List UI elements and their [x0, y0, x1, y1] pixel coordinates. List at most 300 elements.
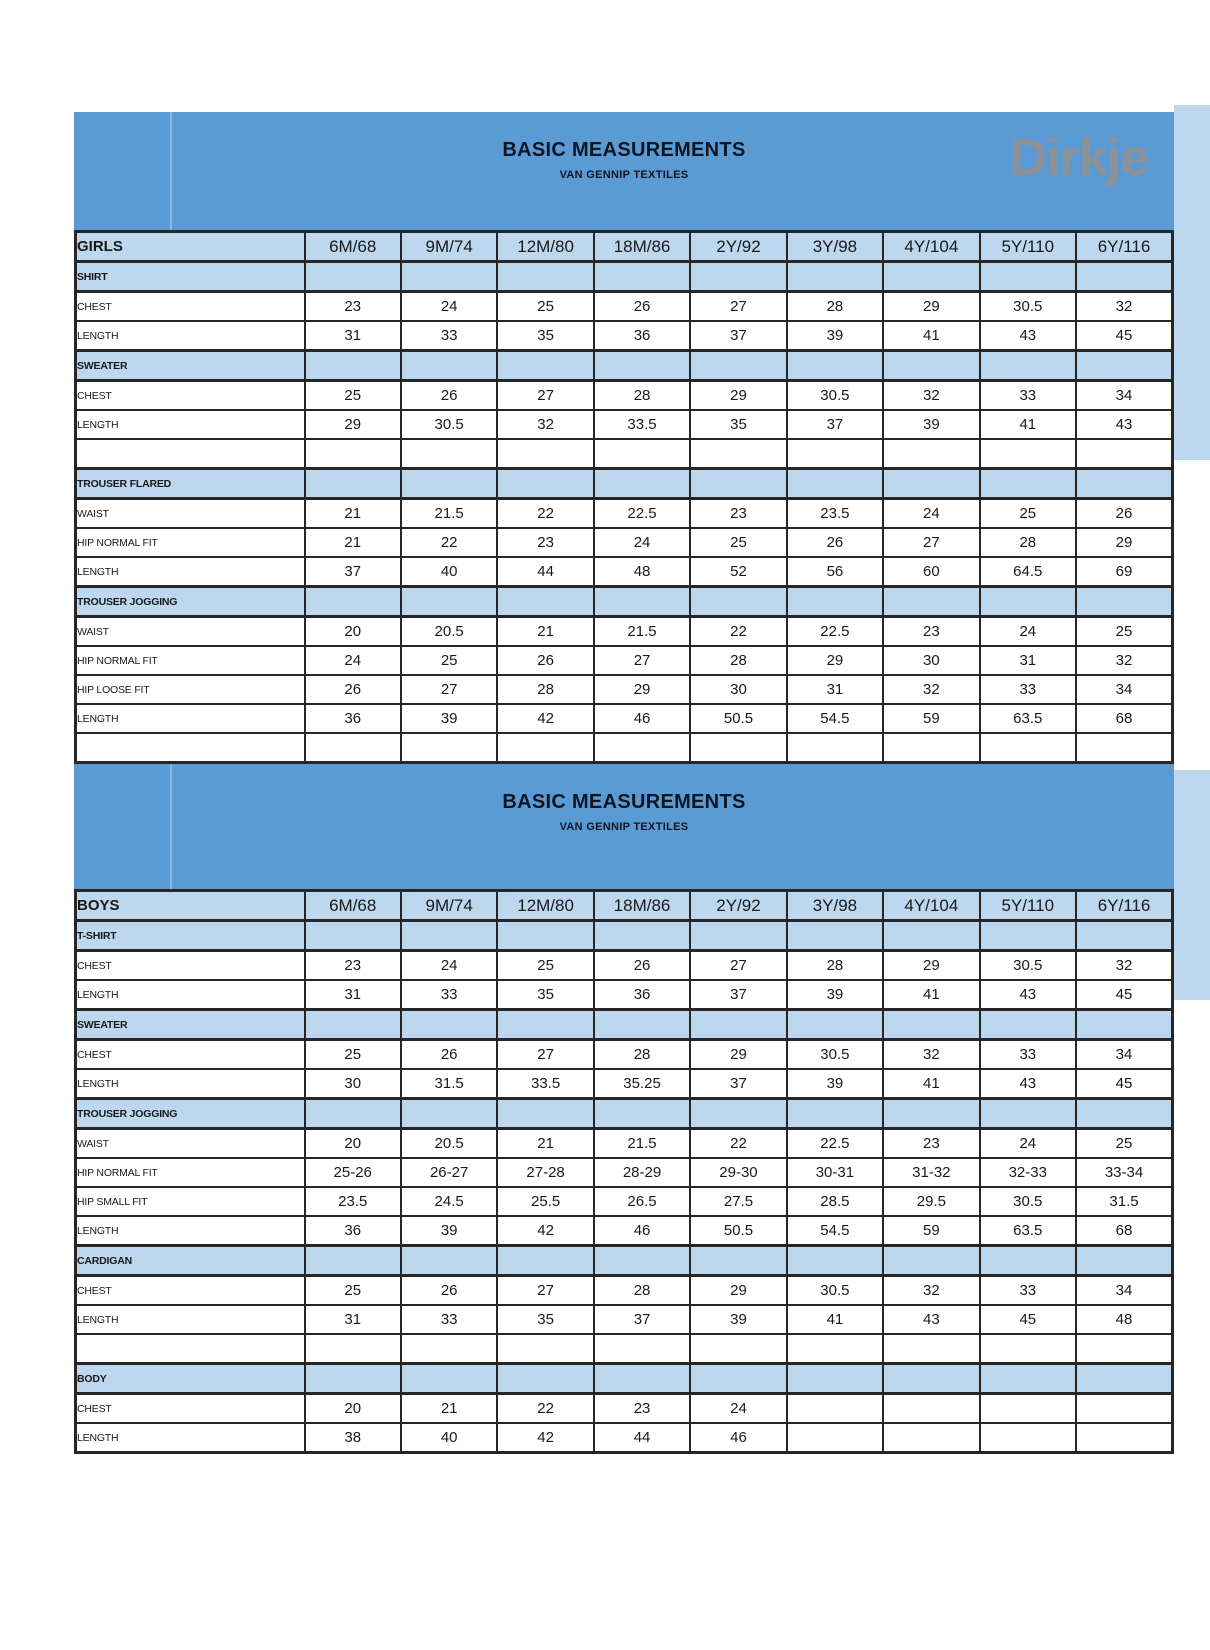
value-cell: 27 [497, 1040, 593, 1070]
value-cell: 30.5 [787, 1276, 883, 1306]
value-cell: 30.5 [980, 1187, 1076, 1216]
value-cell: 42 [497, 704, 593, 733]
section-row [76, 1246, 1173, 1276]
value-cell: 27 [883, 528, 979, 557]
section-empty-cell [497, 1010, 593, 1040]
right-margin-highlight-middle [1174, 770, 1210, 1000]
value-cell: 30.5 [980, 292, 1076, 322]
value-cell: 42 [497, 1423, 593, 1453]
value-cell: 33-34 [1076, 1158, 1173, 1187]
value-cell [1076, 1394, 1173, 1424]
row-label-cell: WAIST [76, 617, 305, 647]
size-header-cell: 5Y/110 [980, 232, 1076, 262]
value-cell: 30 [883, 646, 979, 675]
value-cell: 26 [1076, 499, 1173, 529]
value-cell: 36 [305, 1216, 401, 1246]
value-cell: 29-30 [690, 1158, 786, 1187]
value-cell: 26 [401, 1040, 497, 1070]
value-cell: 29 [305, 410, 401, 439]
section-label-cell: SHIRT [76, 262, 305, 292]
section-empty-cell [401, 587, 497, 617]
value-cell: 34 [1076, 1276, 1173, 1306]
size-header-cell: 9M/74 [401, 891, 497, 921]
value-cell: 24.5 [401, 1187, 497, 1216]
value-cell: 69 [1076, 557, 1173, 587]
section-empty-cell [980, 469, 1076, 499]
boys-size-table [74, 889, 1174, 1454]
section-empty-cell [787, 351, 883, 381]
value-cell: 59 [883, 1216, 979, 1246]
empty-row [76, 439, 1173, 469]
measurement-row [76, 1305, 1173, 1334]
value-cell: 26 [401, 1276, 497, 1306]
value-cell: 27 [690, 951, 786, 981]
value-cell: 24 [690, 1394, 786, 1424]
section-empty-cell [1076, 1246, 1173, 1276]
empty-cell [980, 733, 1076, 763]
measurement-row [76, 617, 1173, 647]
section-empty-cell [883, 1099, 979, 1129]
value-cell: 34 [1076, 381, 1173, 411]
measurement-row [76, 1187, 1173, 1216]
measurement-row [76, 321, 1173, 351]
value-cell: 52 [690, 557, 786, 587]
value-cell: 29 [1076, 528, 1173, 557]
measurement-row [76, 1069, 1173, 1099]
measurement-row [76, 1129, 1173, 1159]
measurement-row [76, 499, 1173, 529]
value-cell: 33 [401, 980, 497, 1010]
measurement-row [76, 704, 1173, 733]
size-header-cell: 3Y/98 [787, 891, 883, 921]
empty-cell [594, 1334, 690, 1364]
section-empty-cell [594, 262, 690, 292]
value-cell: 50.5 [690, 1216, 786, 1246]
value-cell: 21 [497, 617, 593, 647]
value-cell: 25 [497, 292, 593, 322]
empty-cell [1076, 733, 1173, 763]
value-cell: 35 [497, 321, 593, 351]
value-cell: 32 [1076, 951, 1173, 981]
spreadsheet-area [74, 112, 1174, 1454]
section-label-cell: SWEATER [76, 1010, 305, 1040]
measurement-row [76, 951, 1173, 981]
empty-cell [1076, 439, 1173, 469]
section-empty-cell [305, 351, 401, 381]
value-cell: 31 [305, 321, 401, 351]
section-empty-cell [980, 1364, 1076, 1394]
section-empty-cell [305, 921, 401, 951]
empty-cell [980, 1334, 1076, 1364]
value-cell: 39 [787, 321, 883, 351]
section-row [76, 262, 1173, 292]
section-empty-cell [401, 469, 497, 499]
value-cell: 44 [497, 557, 593, 587]
value-cell: 60 [883, 557, 979, 587]
value-cell: 28-29 [594, 1158, 690, 1187]
value-cell: 35 [690, 410, 786, 439]
value-cell: 23.5 [305, 1187, 401, 1216]
section-empty-cell [401, 351, 497, 381]
value-cell: 31 [305, 980, 401, 1010]
value-cell: 64.5 [980, 557, 1076, 587]
banner-subtitle: VAN GENNIP TEXTILES [559, 821, 689, 833]
section-empty-cell [1076, 351, 1173, 381]
section-empty-cell [787, 262, 883, 292]
section-empty-cell [594, 1246, 690, 1276]
value-cell: 29.5 [883, 1187, 979, 1216]
section-empty-cell [305, 262, 401, 292]
section-empty-cell [401, 262, 497, 292]
value-cell [787, 1423, 883, 1453]
row-label-cell: CHEST [76, 1276, 305, 1306]
section-empty-cell [305, 469, 401, 499]
value-cell: 29 [690, 1040, 786, 1070]
value-cell: 41 [883, 980, 979, 1010]
empty-row [76, 1334, 1173, 1364]
size-header-row [76, 232, 1173, 262]
value-cell: 43 [980, 321, 1076, 351]
value-cell: 63.5 [980, 704, 1076, 733]
empty-row [76, 733, 1173, 763]
empty-cell [401, 733, 497, 763]
section-empty-cell [594, 587, 690, 617]
section-label-cell: SWEATER [76, 351, 305, 381]
value-cell: 21.5 [594, 1129, 690, 1159]
section-empty-cell [883, 262, 979, 292]
value-cell: 38 [305, 1423, 401, 1453]
value-cell: 48 [594, 557, 690, 587]
banner-title: BASIC MEASUREMENTS [502, 791, 746, 813]
value-cell: 25 [305, 381, 401, 411]
section-empty-cell [305, 1099, 401, 1129]
section-empty-cell [497, 587, 593, 617]
size-header-cell: 6M/68 [305, 232, 401, 262]
value-cell: 22.5 [787, 1129, 883, 1159]
empty-cell [305, 439, 401, 469]
value-cell: 36 [594, 980, 690, 1010]
value-cell: 29 [787, 646, 883, 675]
empty-cell [401, 439, 497, 469]
value-cell: 41 [787, 1305, 883, 1334]
value-cell: 37 [690, 1069, 786, 1099]
value-cell: 43 [1076, 410, 1173, 439]
value-cell: 33.5 [594, 410, 690, 439]
value-cell: 22 [690, 617, 786, 647]
value-cell: 56 [787, 557, 883, 587]
value-cell: 45 [1076, 321, 1173, 351]
value-cell: 21 [401, 1394, 497, 1424]
row-label-cell: LENGTH [76, 410, 305, 439]
value-cell: 27 [401, 675, 497, 704]
value-cell: 35.25 [594, 1069, 690, 1099]
empty-cell [1076, 1334, 1173, 1364]
value-cell: 28 [497, 675, 593, 704]
value-cell: 23 [497, 528, 593, 557]
measurement-row [76, 1394, 1173, 1424]
value-cell: 31 [787, 675, 883, 704]
section-row [76, 921, 1173, 951]
value-cell: 31 [305, 1305, 401, 1334]
size-header-cell: 5Y/110 [980, 891, 1076, 921]
value-cell: 26 [401, 381, 497, 411]
value-cell: 31.5 [401, 1069, 497, 1099]
value-cell: 22 [690, 1129, 786, 1159]
section-empty-cell [497, 1364, 593, 1394]
value-cell: 28 [690, 646, 786, 675]
empty-cell [690, 439, 786, 469]
empty-cell [980, 439, 1076, 469]
empty-cell [787, 733, 883, 763]
value-cell: 32 [883, 1276, 979, 1306]
section-empty-cell [690, 262, 786, 292]
section-empty-cell [594, 1010, 690, 1040]
section-empty-cell [305, 1364, 401, 1394]
size-header-row [76, 891, 1173, 921]
section-empty-cell [305, 1010, 401, 1040]
value-cell: 27 [497, 1276, 593, 1306]
value-cell: 40 [401, 1423, 497, 1453]
section-empty-cell [883, 587, 979, 617]
value-cell: 21 [305, 499, 401, 529]
value-cell: 25 [497, 951, 593, 981]
header-banner-girls [74, 112, 1174, 230]
value-cell: 29 [690, 381, 786, 411]
value-cell: 33 [980, 675, 1076, 704]
measurement-row [76, 292, 1173, 322]
value-cell: 25 [401, 646, 497, 675]
row-label-cell: HIP NORMAL FIT [76, 1158, 305, 1187]
value-cell: 25.5 [497, 1187, 593, 1216]
value-cell: 37 [594, 1305, 690, 1334]
empty-cell [883, 1334, 979, 1364]
row-label-cell: LENGTH [76, 980, 305, 1010]
empty-label-cell [76, 439, 305, 469]
row-label-cell: HIP NORMAL FIT [76, 528, 305, 557]
value-cell: 33 [401, 1305, 497, 1334]
value-cell: 43 [883, 1305, 979, 1334]
value-cell: 22 [497, 1394, 593, 1424]
value-cell: 29 [883, 951, 979, 981]
section-empty-cell [497, 262, 593, 292]
value-cell: 39 [690, 1305, 786, 1334]
value-cell: 40 [401, 557, 497, 587]
empty-cell [305, 733, 401, 763]
empty-cell [305, 1334, 401, 1364]
section-row [76, 469, 1173, 499]
section-empty-cell [497, 351, 593, 381]
value-cell: 39 [401, 704, 497, 733]
section-empty-cell [980, 262, 1076, 292]
value-cell: 32 [883, 381, 979, 411]
value-cell: 22 [497, 499, 593, 529]
section-empty-cell [980, 1246, 1076, 1276]
size-header-cell: 3Y/98 [787, 232, 883, 262]
value-cell: 26 [594, 292, 690, 322]
value-cell: 45 [980, 1305, 1076, 1334]
size-header-cell: 6Y/116 [1076, 232, 1173, 262]
section-empty-cell [497, 469, 593, 499]
value-cell: 46 [690, 1423, 786, 1453]
value-cell: 28 [594, 1276, 690, 1306]
section-empty-cell [980, 921, 1076, 951]
value-cell: 24 [883, 499, 979, 529]
section-row [76, 1010, 1173, 1040]
measurement-row [76, 675, 1173, 704]
girls-size-table [74, 230, 1174, 764]
value-cell: 37 [690, 321, 786, 351]
value-cell: 32 [1076, 646, 1173, 675]
value-cell: 29 [690, 1276, 786, 1306]
value-cell: 24 [401, 292, 497, 322]
section-empty-cell [690, 1364, 786, 1394]
value-cell: 26 [787, 528, 883, 557]
section-empty-cell [980, 587, 1076, 617]
empty-cell [883, 733, 979, 763]
section-empty-cell [1076, 921, 1173, 951]
header-banner-boys [74, 764, 1174, 889]
section-empty-cell [787, 1010, 883, 1040]
value-cell: 30-31 [787, 1158, 883, 1187]
empty-cell [787, 1334, 883, 1364]
size-header-cell: 4Y/104 [883, 232, 979, 262]
section-empty-cell [401, 1010, 497, 1040]
size-header-cell: 12M/80 [497, 891, 593, 921]
size-header-cell: 18M/86 [594, 232, 690, 262]
value-cell: 35 [497, 980, 593, 1010]
row-label-cell: LENGTH [76, 1423, 305, 1453]
section-empty-cell [497, 1099, 593, 1129]
value-cell: 20 [305, 617, 401, 647]
value-cell: 33 [980, 381, 1076, 411]
size-header-cell: 6M/68 [305, 891, 401, 921]
value-cell: 25 [980, 499, 1076, 529]
empty-cell [787, 439, 883, 469]
value-cell: 26.5 [594, 1187, 690, 1216]
measurement-row [76, 381, 1173, 411]
section-empty-cell [1076, 262, 1173, 292]
value-cell: 50.5 [690, 704, 786, 733]
measurement-row [76, 1216, 1173, 1246]
section-row [76, 587, 1173, 617]
value-cell: 44 [594, 1423, 690, 1453]
value-cell [787, 1394, 883, 1424]
value-cell: 37 [305, 557, 401, 587]
value-cell: 39 [787, 980, 883, 1010]
empty-cell [497, 1334, 593, 1364]
size-header-cell: 18M/86 [594, 891, 690, 921]
value-cell: 23 [883, 1129, 979, 1159]
value-cell: 23 [305, 951, 401, 981]
value-cell: 39 [787, 1069, 883, 1099]
section-empty-cell [883, 921, 979, 951]
value-cell: 24 [980, 617, 1076, 647]
value-cell: 24 [305, 646, 401, 675]
empty-cell [690, 1334, 786, 1364]
section-empty-cell [690, 587, 786, 617]
value-cell: 21.5 [401, 499, 497, 529]
measurement-row [76, 980, 1173, 1010]
section-empty-cell [594, 469, 690, 499]
value-cell: 26-27 [401, 1158, 497, 1187]
value-cell: 22.5 [787, 617, 883, 647]
value-cell: 23 [690, 499, 786, 529]
section-empty-cell [690, 1010, 786, 1040]
value-cell: 22.5 [594, 499, 690, 529]
value-cell: 41 [980, 410, 1076, 439]
section-empty-cell [883, 351, 979, 381]
value-cell: 54.5 [787, 704, 883, 733]
value-cell: 27-28 [497, 1158, 593, 1187]
banner-column-divider [170, 112, 172, 230]
size-header-cell: 9M/74 [401, 232, 497, 262]
measurement-row [76, 1040, 1173, 1070]
measurement-row [76, 528, 1173, 557]
section-empty-cell [787, 1246, 883, 1276]
value-cell [1076, 1423, 1173, 1453]
section-row [76, 1364, 1173, 1394]
row-label-cell: LENGTH [76, 321, 305, 351]
section-empty-cell [594, 1364, 690, 1394]
value-cell: 28 [980, 528, 1076, 557]
value-cell: 24 [594, 528, 690, 557]
value-cell: 25 [690, 528, 786, 557]
section-empty-cell [690, 921, 786, 951]
value-cell: 30 [305, 1069, 401, 1099]
size-header-cell: 12M/80 [497, 232, 593, 262]
empty-cell [883, 439, 979, 469]
value-cell: 27 [690, 292, 786, 322]
section-empty-cell [594, 351, 690, 381]
value-cell: 23 [883, 617, 979, 647]
section-empty-cell [497, 921, 593, 951]
section-empty-cell [787, 1099, 883, 1129]
value-cell: 21 [497, 1129, 593, 1159]
value-cell: 20 [305, 1129, 401, 1159]
section-empty-cell [787, 1364, 883, 1394]
value-cell [980, 1423, 1076, 1453]
empty-cell [401, 1334, 497, 1364]
value-cell: 27 [594, 646, 690, 675]
value-cell: 32 [1076, 292, 1173, 322]
value-cell: 20 [305, 1394, 401, 1424]
value-cell: 33.5 [497, 1069, 593, 1099]
section-empty-cell [497, 1246, 593, 1276]
value-cell: 25 [305, 1276, 401, 1306]
value-cell: 30.5 [401, 410, 497, 439]
empty-label-cell [76, 733, 305, 763]
value-cell: 28 [594, 381, 690, 411]
measurement-row [76, 410, 1173, 439]
section-empty-cell [980, 351, 1076, 381]
empty-cell [497, 733, 593, 763]
banner-titles [74, 764, 1174, 833]
value-cell: 37 [690, 980, 786, 1010]
value-cell: 39 [883, 410, 979, 439]
value-cell: 33 [401, 321, 497, 351]
value-cell: 34 [1076, 675, 1173, 704]
group-label-cell: GIRLS [76, 232, 305, 262]
section-empty-cell [401, 1099, 497, 1129]
value-cell: 28.5 [787, 1187, 883, 1216]
section-empty-cell [883, 1246, 979, 1276]
row-label-cell: CHEST [76, 1040, 305, 1070]
measurement-row [76, 1276, 1173, 1306]
dirkje-logo: Dirkje [1009, 129, 1148, 187]
value-cell: 33 [980, 1276, 1076, 1306]
value-cell: 25 [1076, 617, 1173, 647]
size-header-cell: 2Y/92 [690, 891, 786, 921]
